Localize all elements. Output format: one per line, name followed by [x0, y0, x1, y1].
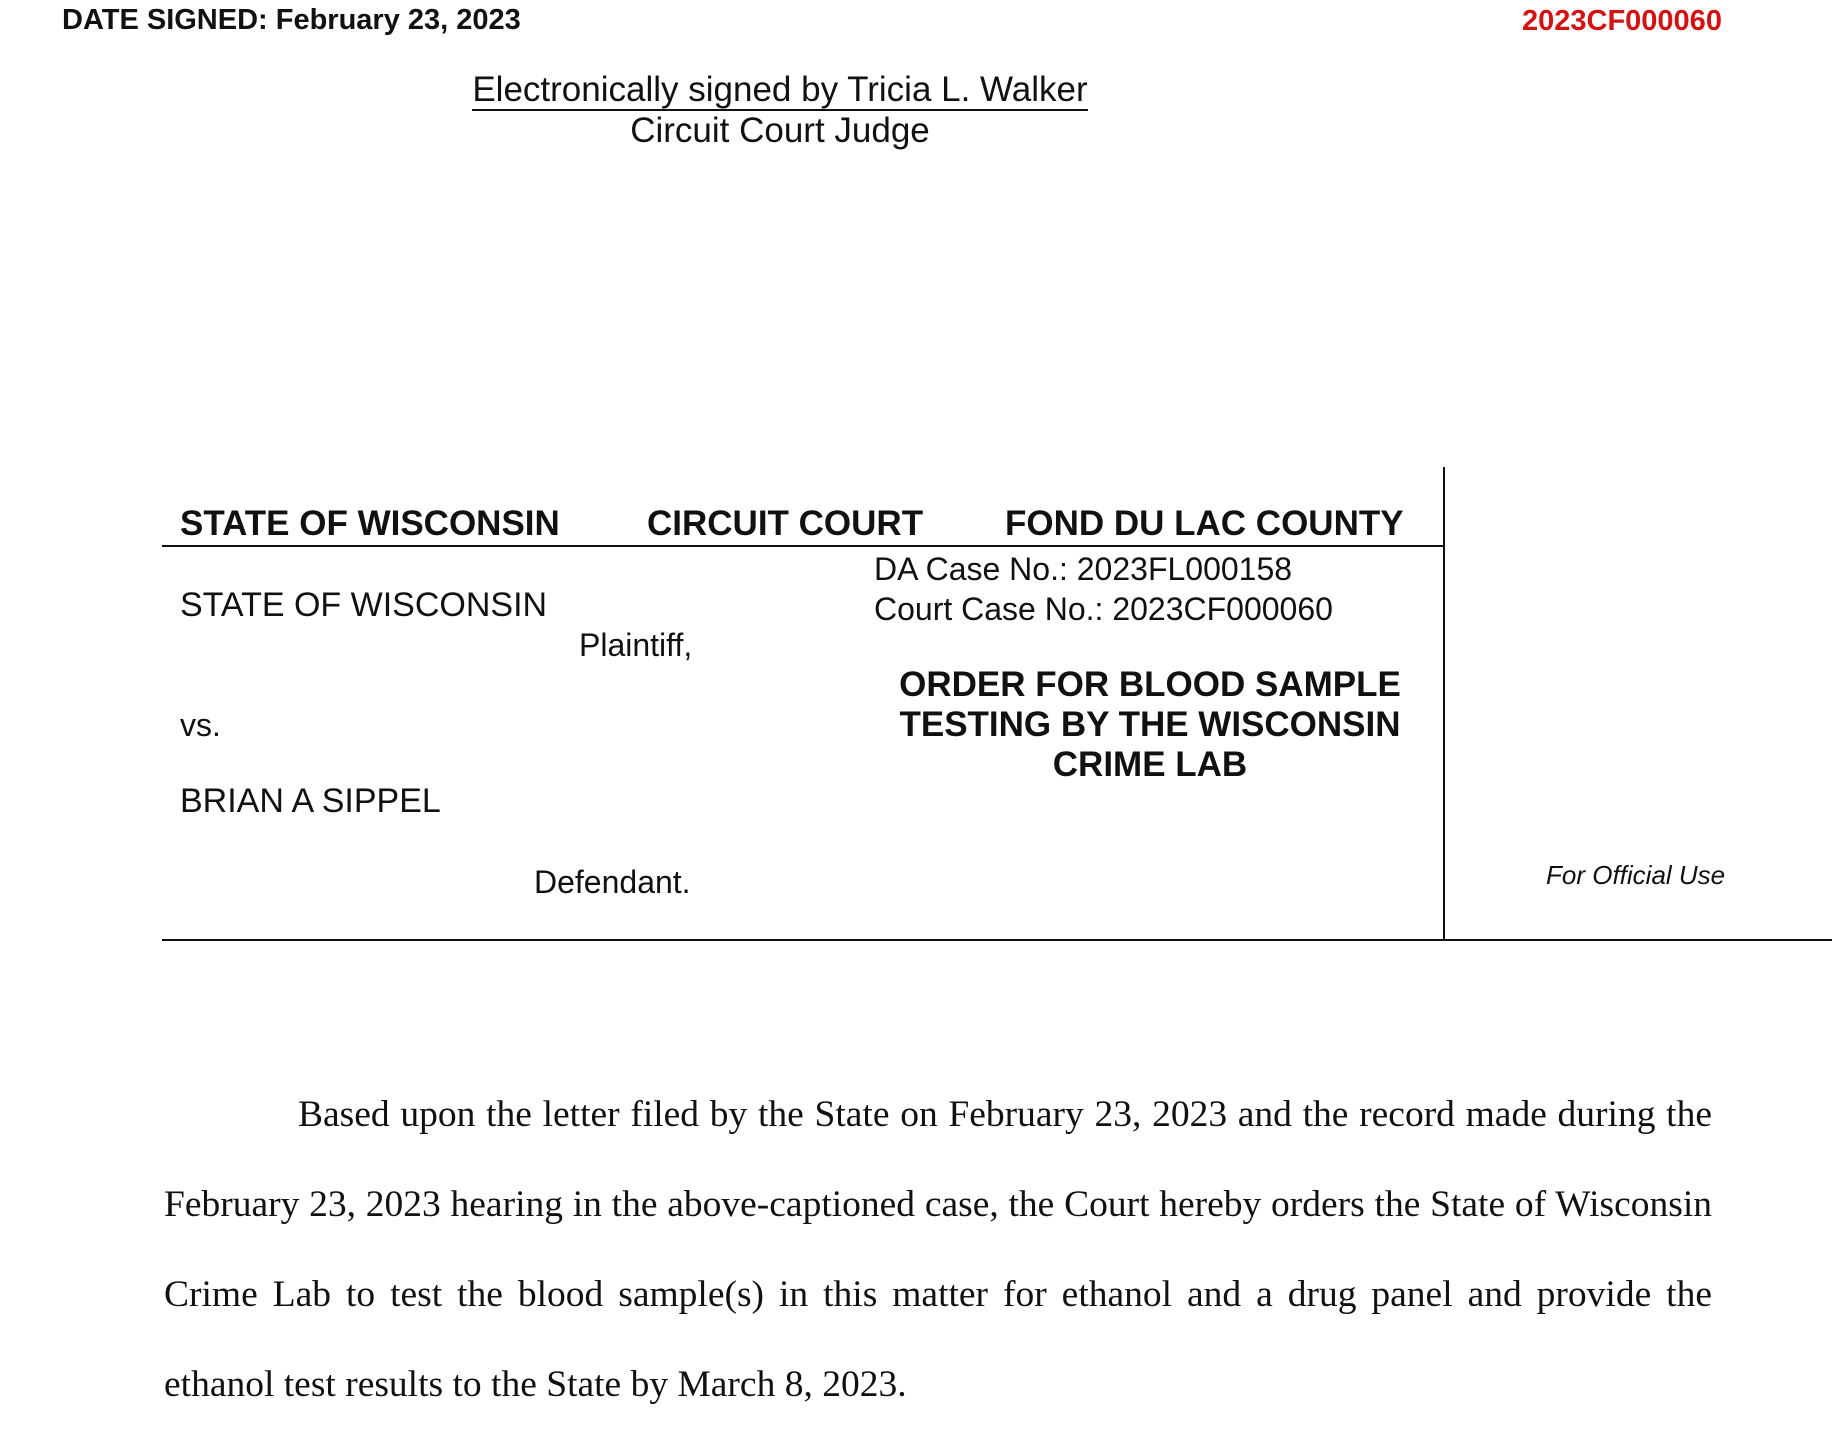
- signer-title: Circuit Court Judge: [630, 111, 930, 150]
- defendant-name: BRIAN A SIPPEL: [180, 782, 441, 820]
- signature-line: Electronically signed by Tricia L. Walker: [472, 70, 1088, 109]
- plaintiff-name: STATE OF WISCONSIN: [180, 586, 548, 624]
- caption-divider-vertical: [1443, 467, 1445, 939]
- versus: vs.: [180, 707, 221, 743]
- caption-state: STATE OF WISCONSIN: [180, 504, 560, 543]
- defendant-label: Defendant.: [534, 864, 691, 900]
- date-signed: DATE SIGNED: February 23, 2023: [62, 4, 521, 36]
- official-use-label: For Official Use: [1546, 860, 1726, 890]
- caption-court: CIRCUIT COURT: [647, 504, 924, 543]
- caption-rule-top: [162, 545, 1445, 547]
- caption-county: FOND DU LAC COUNTY: [1005, 504, 1404, 543]
- order-title: ORDER FOR BLOOD SAMPLE TESTING BY THE WISCONSIN CRIME LAB: [899, 665, 1401, 784]
- court-case-number: Court Case No.: 2023CF000060: [874, 591, 1333, 627]
- signature-block: [460, 70, 1100, 151]
- case-number-stamp: 2023CF000060: [1522, 5, 1722, 37]
- caption-rule-bottom: [162, 939, 1832, 941]
- order-body-paragraph: Based upon the letter filed by the State on February 23, 2023 and the record made during the February 23, 2023 hearing in the above-captioned case, the Court hereby orders the State of Wisconsin Crime Lab to test the blood sample(s) in this matter for ethanol and a drug panel and provide the ethanol test results to the State by March 8, 2023.: [164, 1094, 1712, 1405]
- plaintiff-label: Plaintiff,: [579, 627, 693, 663]
- da-case-number: DA Case No.: 2023FL000158: [874, 551, 1293, 587]
